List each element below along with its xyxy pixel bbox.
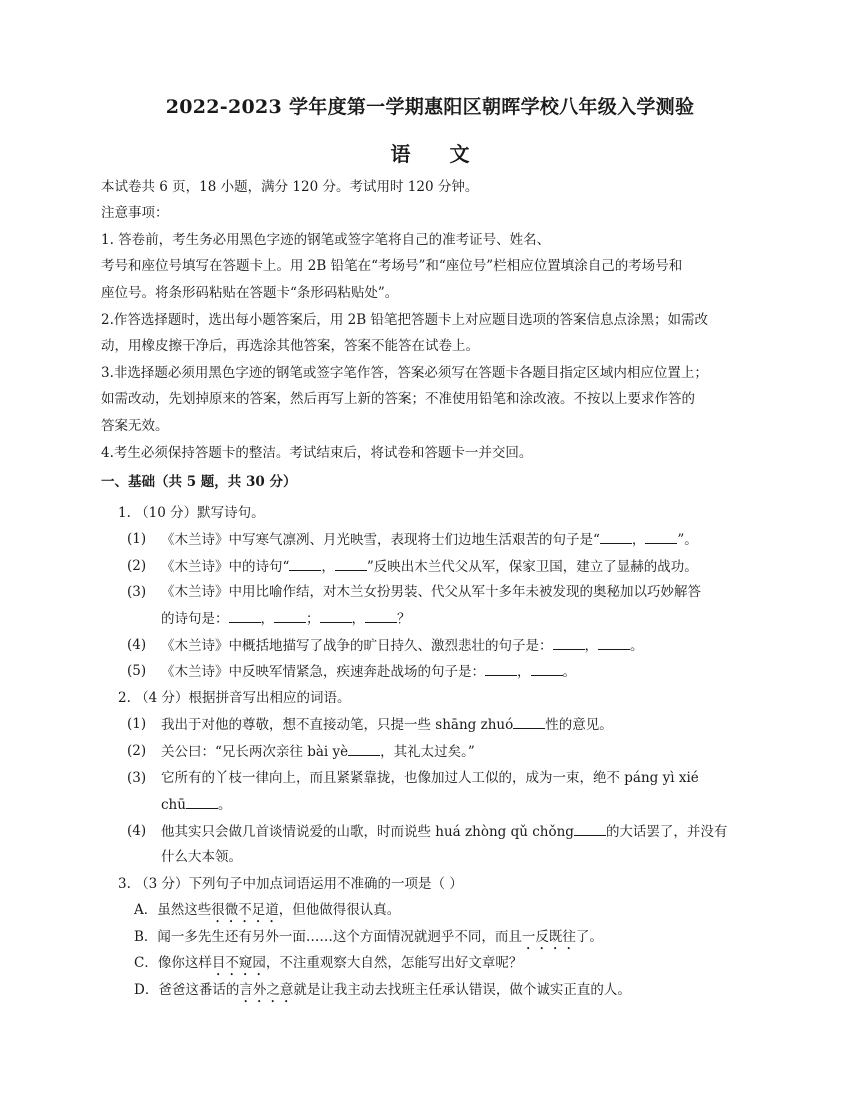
q2-item-2: 关公曰：“兄长两次亲往 bài yè ，其礼太过矣。” (161, 744, 475, 760)
subject-title: 语 文 (390, 142, 486, 166)
notice-1a: 1. 答卷前，考生务必用黑色字迹的钢笔或签字笔将自己的准考证号、姓名、 (101, 232, 551, 248)
answer-blank[interactable] (485, 662, 517, 676)
exam-info: 本试卷共 6 页，18 小题，满分 120 分。考试用时 120 分钟。 (101, 179, 479, 195)
notice-3b: 如需改动，先划掉原来的答案，然后再写上新的答案；不准使用铅笔和涂改液。不按以上要求作答的 (101, 391, 695, 407)
answer-blank[interactable] (320, 609, 352, 623)
q2-item-1: 我出于对他的尊敬，想不直接动笔，只提一些 shāng zhuó 性的意见。 (161, 717, 613, 733)
answer-blank[interactable] (600, 530, 632, 544)
answer-blank[interactable] (229, 609, 261, 623)
notice-3a: 3.非选择题必须用黑色字迹的钢笔或签字笔作答，答案必须写在答题卡各题目指定区域内相应位置上； (101, 365, 708, 381)
q2-item-number: (1) (127, 716, 147, 732)
question-3-stem: 3. （3 分）下列句子中加点词语运用不准确的一项是（ ） (118, 876, 463, 892)
q1-item-2: 《木兰诗》中的诗句“ ， ”反映出木兰代父从军，保家卫国，建立了显赫的战功。 (161, 559, 698, 575)
q3-option-b[interactable]: B．闻一多先生还有另外一面……这个方面情况就迥乎不同，而且一反既往了。 (134, 929, 603, 945)
q1-item-number: (2) (127, 558, 147, 574)
question-1-stem: 1. （10 分）默写诗句。 (118, 505, 265, 521)
dotted-phrase: 很微不足道 (211, 902, 279, 918)
dotted-phrase: 一反既往 (521, 929, 576, 945)
dotted-phrase: 言外之意 (239, 982, 294, 998)
answer-blank[interactable] (513, 715, 545, 729)
section-heading: 一、基础（共 5 题，共 30 分） (101, 474, 297, 490)
q2-item-3-cont: chū 。 (161, 797, 232, 813)
answer-blank[interactable] (553, 636, 585, 650)
q1-item-3: 《木兰诗》中用比喻作结，对木兰女扮男装、代父从军十多年未被发现的奥秘加以巧妙解答 (161, 584, 701, 600)
answer-blank[interactable] (645, 530, 677, 544)
exam-title: 2022-2023 学年度第一学期惠阳区朝晖学校八年级入学测验 (165, 96, 695, 118)
q1-item-number: (3) (127, 584, 147, 600)
q2-item-4: 他其实只会做几首谈情说爱的山歌，时而说些 huá zhòng qǔ chǒng 的大话罢了，并没有 (161, 824, 728, 840)
answer-blank[interactable] (289, 557, 321, 571)
notice-3c: 答案无效。 (101, 418, 169, 434)
q1-item-5: 《木兰诗》中反映军情紧急，疾速奔赴战场的句子是： ， 。 (161, 664, 576, 680)
answer-blank[interactable] (335, 557, 367, 571)
notice-2b: 动，用橡皮擦干净后，再选涂其他答案，答案不能答在试卷上。 (101, 338, 479, 354)
answer-blank[interactable] (274, 609, 306, 623)
answer-blank[interactable] (531, 662, 563, 676)
answer-blank[interactable] (365, 609, 397, 623)
q1-item-4: 《木兰诗》中概括地描写了战争的旷日持久、激烈悲壮的句子是： ， 。 (161, 638, 644, 654)
q3-option-c[interactable]: C．像你这样目不窥园，不注重观察大自然，怎能写出好文章呢？ (134, 955, 523, 971)
q1-item-number: (4) (127, 637, 147, 653)
q2-item-number: (4) (127, 823, 147, 839)
q2-item-3: 它所有的丫枝一律向上，而且紧紧靠拢，也像加过人工似的，成为一束，绝不 páng yì xié (161, 770, 699, 786)
notice-label: 注意事项： (101, 205, 169, 221)
answer-blank[interactable] (348, 742, 380, 756)
q2-item-number: (3) (127, 770, 147, 786)
q2-item-number: (2) (127, 743, 147, 759)
q3-option-d[interactable]: D．爸爸这番话的言外之意就是让我主动去找班主任承认错误，做个诚实正直的人。 (134, 982, 631, 998)
q1-item-3-cont: 的诗句是： ， ； ， ？ (161, 611, 411, 627)
q2-item-4-cont: 什么大本领。 (161, 849, 242, 865)
answer-blank[interactable] (186, 795, 218, 809)
answer-blank[interactable] (598, 636, 630, 650)
notice-1c: 座位号。将条形码粘贴在答题卡“条形码粘贴处”。 (101, 285, 399, 301)
question-2-stem: 2. （4 分）根据拼音写出相应的词语。 (118, 690, 351, 706)
notice-4: 4.考生必须保持答题卡的整洁。考试结束后，将试卷和答题卡一并交回。 (101, 445, 533, 461)
answer-blank[interactable] (574, 822, 606, 836)
dotted-phrase: 目不窥园 (211, 955, 266, 971)
q1-item-1: 《木兰诗》中写寒气凛冽、月光映雪，表现将士们边地生活艰苦的句子是“ ， ”。 (161, 532, 698, 548)
q1-item-number: (5) (127, 663, 147, 679)
notice-2a: 2.作答选择题时，选出每小题答案后，用 2B 铅笔把答题卡上对应题目选项的答案信息点涂黑；如需改 (101, 312, 708, 328)
notice-1b: 考号和座位号填写在答题卡上。用 2B 铅笔在“考场号”和“座位号”栏相应位置填涂自己的考场号和 (101, 258, 683, 274)
q1-item-number: (1) (127, 531, 147, 547)
q3-option-a[interactable]: A．虽然这些很微不足道，但他做得很认真。 (134, 902, 401, 918)
